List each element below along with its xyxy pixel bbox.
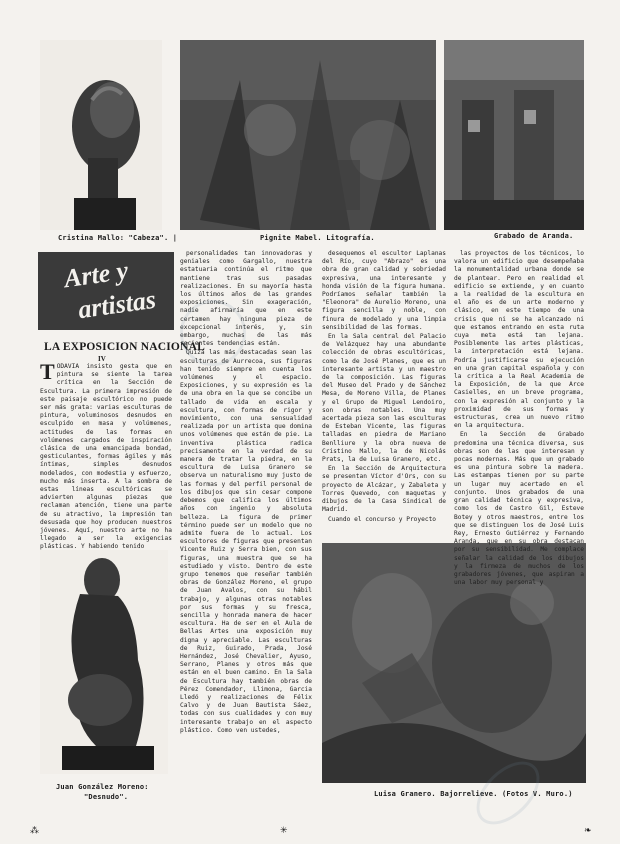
footer-mark-left: ⁂: [30, 826, 39, 836]
column-3-paragraph-3: En la Sección de Arquitectura se presentan Víctor d'Ors, con su proyecto de Alcázar, y Zabaleta y Torres Quevedo, con maquetas y dibujos de la Casa Sindical de Madrid.: [322, 465, 446, 514]
column-3-paragraph-2: En la Sala central del Palacio de Velázquez hay una abundante colección de obras escultóricas, como la de José Planes, que es un interesante artista y un maestro de la composición. Las figuras del Museo del Prado y de Sánchez Mesa, de Moreno Villa, de Planes y el Grupo de Miguel Lendoiro, son obras notables. Una muy acertada pieza son las esculturas de Esteban Vicente, las figuras talladas en piedra de Mariano Benlliure y la obra nueva de Cristino Mallo, la de Nicolás Prats, la de Luisa Granero, etc.: [322, 333, 446, 464]
painting-caption: Pignite Mabel. Litografía.: [260, 234, 375, 242]
column-4-paragraph-1: las proyectos de los técnicos, lo valora un edificio que desempeñaba la monumentalidad urbana donde se de plantear. Pero en realidad el edificio se extiende, y en cuanto a la realidad de la escultura en el año es de un arte moderno y clásico, en este tiempo de una crisis que ni se ha alcanzado ni que estamos entrando en esta ruta cuya meta está tan lejana. Posiblemente las artes plásticas, la interpretación está lejana. Podría justificarse su ejecución en una gran capital española y con la crítica a la Real Academia de la Exposición, de la que Arce Casielles, en un breve programa, con la expresión al conjunto y la proximidad de sus formas y estructuras, crea un nuevo ritmo en la arquitectura.: [454, 250, 584, 430]
crouching-figure-photo: [40, 550, 168, 774]
engraving-caption: Grabado de Aranda.: [494, 232, 574, 240]
part-number: IV: [98, 355, 106, 363]
drop-cap: T: [40, 359, 55, 384]
column-4-paragraph-2: En la Sección de Grabado predomina una técnica diversa, sus obras son de las que interesan y pocas modernas. Más que un grabado es una pintura sobre la madera. Las estampas tienen por su parte un lugar muy acertado en el conjunto. Unos grabados de una gran calidad técnica y expresiva, como los de Castro Gil, Esteve Botey y otros maestros, entre los que se distinguen los de José Luis Rey, Ernesto Gutiérrez y Fernando Aranda, que en su obra destacan por su sensibilidad. Me complace señalar la calidad de los dibujos y la firmeza de muchos de los grabadores jóvenes, que aspiran a una labor muy personal y: [454, 431, 584, 587]
column-4: [454, 250, 584, 587]
engraving-photo: [444, 40, 584, 230]
column-1: [40, 359, 172, 551]
column-3-paragraph-1: desequemos el escultor Laplanas del Río, cuyo "Abrazo" es una obra de gran calidad y sobriedad expresiva, una interesante y honda visión de la figura humana. Podríamos señalar también la "Eleonora" de Aurelio Moreno, una figura sencilla y noble, con finura de modelado y una limpia sensibilidad de las formas.: [322, 250, 446, 331]
banner-title-line-2: artistas: [76, 284, 158, 325]
footer-mark-center: ✳: [280, 826, 288, 836]
relief-caption: Luisa Granero. Bajorrelieve. (Fotos V. Muro.): [374, 790, 573, 798]
section-banner: [38, 252, 174, 330]
crouching-figure-caption-title: "Desnudo".: [84, 793, 129, 801]
column-3: [322, 250, 446, 532]
head-sculpture-photo: [40, 40, 162, 230]
column-2-paragraph-1: personalidades tan innovadoras y geniales como Gargallo, nuestra estatuaria continúa el ritmo que mantiene tras sus pasadas realizaciones. En su mayoría hasta los últimos años de las grandes exposiciones. Sin exageración, nadie afirmaría que en este certamen hay ninguna pieza de excepcional interés, y, sin embargo, muchas de las más recientes tendencias están.: [180, 250, 312, 348]
banner-title-line-1: Arte y: [62, 255, 130, 294]
column-3-paragraph-4: Cuando el concurso y Proyecto: [328, 515, 437, 523]
footer-mark-right: ❧: [584, 826, 592, 836]
crouching-figure-caption: Juan González Moreno:: [56, 783, 149, 791]
headline: LA EXPOSICION NACIONAL: [44, 341, 205, 353]
head-sculpture-caption: Cristina Mallo: "Cabeza". |: [58, 234, 178, 242]
column-1-paragraph: ODAVIA insisto gesta que en pintura se siente la tarea crítica en la Sección de Escultura. La primera impresión de este paisaje escultórico no puede ser más grata: varias esculturas de pintura, voluminosos desnudos en esculpido en masa y volúmenes, actitudes de las formas en volúmenes cargados de inspiración clásica de una emancipada bondad, gesticulantes, formas ágiles y más íntimas, simples desnudos modelados, con modestia y esfuerzo, mucho más inserta. A la sombra de estas líneas escultóricas se advierten algunas piezas que reclaman atención, tiene una parte de su atractivo, la impresión tan desusada que hoy producen nuestros jóvenes. Aquí, nuestro arte no ha llegado a ser la exigencias plásticas. Y habiendo tenido: [40, 363, 172, 551]
column-2-paragraph-2: Quizá las más destacadas sean las esculturas de Aurrecoa, sus figuras han tenido siempre en cuenta los volúmenes y el espacio. Exposiciones, y su expresión es la de una obra en la que se concibe un tallado de vida en escala y escultura, con formas de rigor y movimiento, con una sensualidad realizada por un artista que domina unos volúmenes que están de pie. La inventiva plástica radica precisamente en la verdad de su manera de tratar la piedra, en la escultura de Luisa Granero se observa un naturalismo muy justo de las formas y del perfil personal de los dibujos que sin cesar compone debemos que califica los últimos años con ingenio y absoluta belleza. La figura de primer término puede ser un modelo que no admite fuera de lo actual. Los escultores de figuras que presentan Vicente Ruiz y Serra bien, con sus figuras, una muestra que se ha estudiado y visto. Dentro de este grupo tenemos que reseñar también obras de González Moreno, el grupo de Juan Avalos, con su hábil trabajo, y algunas otras notables por sus formas y su fresca, sencilla y honrada manera de hacer escultura. Ha de ser en el Aula de Bellas Artes una exposición muy digna y apreciable. Las esculturas de Ruiz, Guirado, Prada, José Hernández, José Chevalier, Ayuso, Serrano, Planes y otros más que están en el buen camino. En la Sala de Escultura hay también obras de Pérez Comendador, Llimona, Garcia Lledó y realizaciones de Félix Calvo y de Juan Bautista Sáez, todas con sus cualidades y con muy interesante trabajo en el aspecto plástico. Como ven ustedes,: [180, 349, 312, 734]
painting-photo: [180, 40, 436, 230]
